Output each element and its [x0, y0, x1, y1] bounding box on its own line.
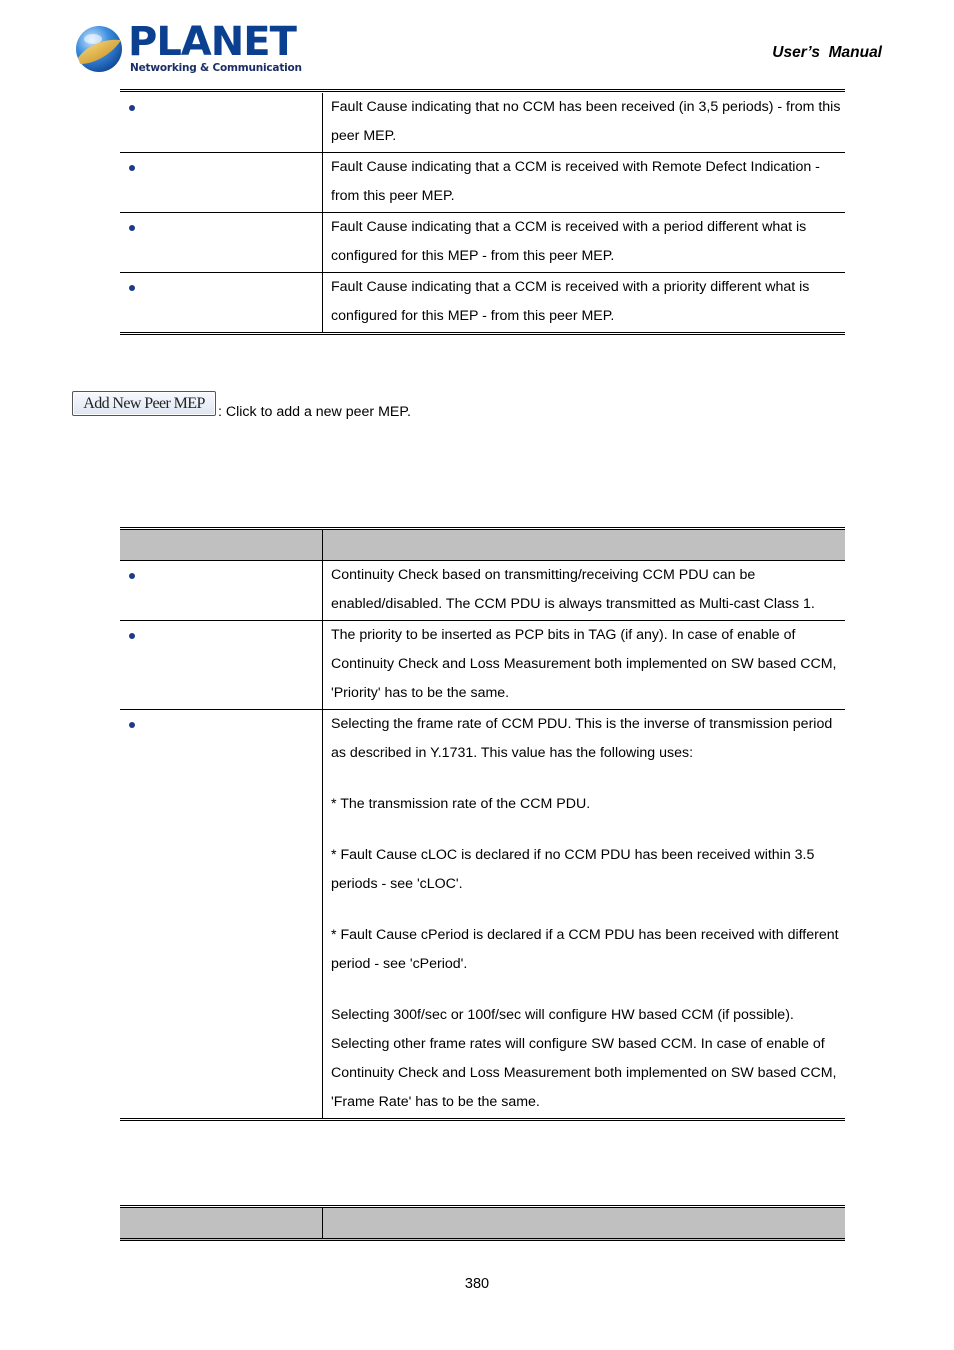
row-description: Fault Cause indicating that a CCM is received with Remote Defect Indication - from this peer MEP. [323, 153, 846, 213]
paragraph: Selecting the frame rate of CCM PDU. This is the inverse of transmission period as described in Y.1731. This value has the following uses: [331, 716, 833, 761]
header-cell-description [323, 529, 846, 561]
logo-tagline: Networking & Communication [130, 62, 302, 74]
table-row [120, 710, 845, 1120]
row-description: Continuity Check based on transmitting/receiving CCM PDU can be enabled/disabled. The CCM PDU is always transmitted as Multi-cast Class 1. [331, 567, 815, 612]
next-section-table [120, 1205, 845, 1241]
paragraph: * Fault Cause cLOC is declared if no CCM PDU has been received within 3.5 periods - see 'cLOC'. [331, 847, 815, 892]
header-cell-object [120, 529, 323, 561]
row-description [323, 710, 846, 1120]
bullet-icon [129, 225, 135, 231]
manual-title: User’s Manual [772, 44, 882, 61]
table-row [120, 561, 845, 621]
row-description: Fault Cause indicating that no CCM has been received (in 3,5 periods) - from this peer MEP. [331, 99, 841, 144]
table-row [120, 273, 845, 334]
add-new-peer-mep-button[interactable]: Add New Peer MEP [72, 391, 216, 416]
paragraph: * Fault Cause cPeriod is declared if a CCM PDU has been received with different period - see 'cPeriod'. [331, 927, 839, 972]
table-row [120, 153, 845, 213]
add-peer-description: : Click to add a new peer MEP. [218, 404, 411, 420]
planet-logo [72, 19, 302, 78]
logo-wordmark: PLANET [128, 19, 296, 65]
row-description: Fault Cause indicating that a CCM is received with a period different what is configured for this MEP - from this peer MEP. [323, 213, 846, 273]
table-row [120, 93, 845, 153]
paragraph: * The transmission rate of the CCM PDU. [331, 796, 591, 812]
header-cell-object [120, 1207, 323, 1240]
bullet-icon [129, 285, 135, 291]
table-row [120, 213, 845, 273]
row-description: Fault Cause indicating that a CCM is received with a priority different what is configured for this MEP - from this peer MEP. [323, 273, 846, 334]
bullet-icon [129, 165, 135, 171]
header-cell-description [323, 1207, 846, 1240]
bullet-icon [129, 722, 135, 728]
row-description: The priority to be inserted as PCP bits in TAG (if any). In case of enable of Continuity Check and Loss Measurement both implemented on SW based CCM, 'Priority' has to be the same. [323, 621, 846, 710]
table-row [120, 621, 845, 710]
globe-icon [74, 24, 124, 74]
bullet-icon [129, 105, 135, 111]
fault-cause-table [120, 93, 845, 335]
paragraph: Selecting 300f/sec or 100f/sec will configure HW based CCM (if possible). Selecting other frame rates will configure SW based CCM. In case of enable of Continuity Check and Loss Measurement both implemented on SW based CCM, 'Frame Rate' has to be the same. [331, 1007, 837, 1110]
ccm-config-table [120, 527, 845, 1121]
header-divider [120, 89, 845, 92]
table-header-row [120, 529, 845, 561]
page-number: 380 [464, 1276, 490, 1292]
bullet-icon [129, 573, 135, 579]
bullet-icon [129, 633, 135, 639]
table-header-row [120, 1207, 845, 1240]
